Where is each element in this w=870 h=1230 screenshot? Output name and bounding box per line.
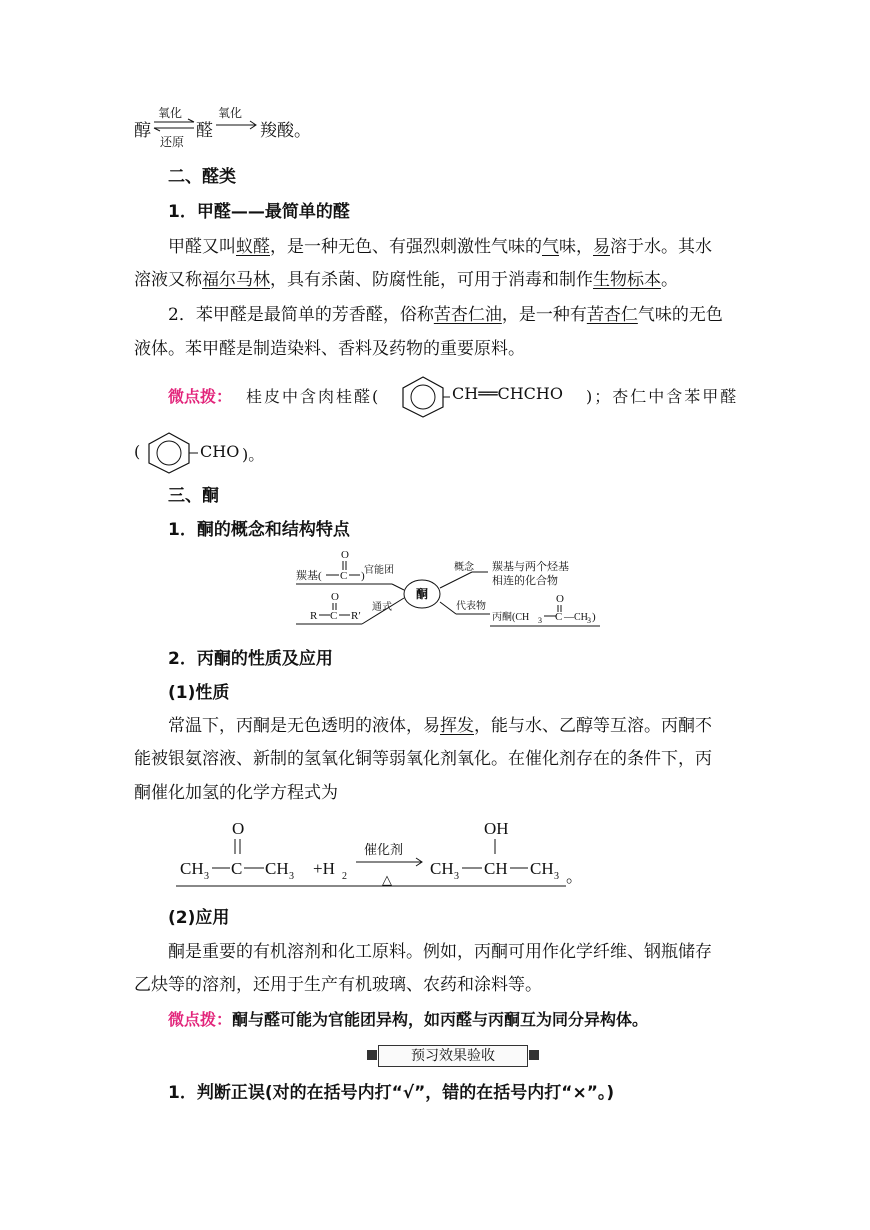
question-1: 1．判断正误(对的在括号内打“√”，错的在括号内打“×”。) bbox=[168, 1083, 615, 1103]
svg-text:CH: CH bbox=[530, 859, 554, 878]
paragraph-applications-line2: 乙炔等的溶剂，还用于生产有机玻璃、农药和涂料等。 bbox=[134, 975, 542, 995]
svg-text:3: 3 bbox=[454, 871, 459, 882]
svg-text:O: O bbox=[331, 591, 339, 603]
preview-check-banner: 预习效果验收 bbox=[378, 1045, 528, 1067]
svg-text:R: R bbox=[310, 610, 318, 622]
svg-text:CH: CH bbox=[484, 859, 508, 878]
svg-text:O: O bbox=[232, 819, 245, 838]
subheading-applications: (2)应用 bbox=[168, 908, 230, 928]
ketone-concept-diagram bbox=[292, 546, 608, 638]
svg-text:概念: 概念 bbox=[454, 562, 474, 573]
paragraph-acetone-line3: 酮催化加氢的化学方程式为 bbox=[134, 783, 338, 803]
paragraph-acetone-line1: 常温下，丙酮是无色透明的液体，易挥发，能与水、乙醇等互溶。丙酮不 bbox=[168, 716, 712, 736]
svg-text:3: 3 bbox=[538, 616, 542, 625]
paragraph-applications-line1: 酮是重要的有机溶剂和化工原料。例如，丙酮可用作化学纤维、钢瓶储存 bbox=[168, 942, 712, 962]
benzaldehyde-structure: ( CHO )。 bbox=[134, 428, 294, 474]
svg-text:C: C bbox=[555, 611, 563, 623]
paragraph-formaldehyde-line1: 甲醛又叫蚁醛，是一种无色、有强烈刺激性气味的气味，易溶于水。其水 bbox=[168, 237, 712, 257]
oxidation-reduction-scheme bbox=[134, 100, 334, 150]
svg-text:3: 3 bbox=[289, 871, 294, 882]
ketone-center-label: 酮 bbox=[416, 587, 429, 601]
paragraph-benzaldehyde-line2: 液体。苯甲醛是制造染料、香料及药物的重要原料。 bbox=[134, 339, 525, 359]
svg-text:): ) bbox=[361, 570, 365, 582]
benzene-ring-icon bbox=[142, 430, 198, 474]
paragraph-benzaldehyde-line1: 2．苯甲醛是最简单的芳香醛，俗称苦杏仁油，是一种有苦杏仁气味的无色 bbox=[168, 305, 723, 325]
svg-text:羰基与两个烃基: 羰基与两个烃基 bbox=[492, 561, 569, 573]
svg-text:O: O bbox=[341, 549, 349, 561]
svg-text:催化剂: 催化剂 bbox=[364, 842, 404, 857]
paragraph-formaldehyde-line2: 溶液又称福尔马林，具有杀菌、防腐性能，可用于消毒和制作生物标本。 bbox=[134, 270, 678, 290]
svg-text:通式: 通式 bbox=[372, 602, 392, 613]
svg-text:相连的化合物: 相连的化合物 bbox=[492, 575, 558, 587]
svg-text:△: △ bbox=[382, 872, 392, 887]
tip-isomer: 微点拨：酮与醛可能为官能团异构，如丙醛与丙酮互为同分异构体。 bbox=[168, 1010, 649, 1029]
svg-text:3: 3 bbox=[587, 616, 591, 625]
svg-text:3: 3 bbox=[554, 871, 559, 882]
svg-text:2: 2 bbox=[342, 871, 347, 882]
tip-label: 微点拨： bbox=[168, 387, 233, 406]
reversible-arrow-icon bbox=[152, 118, 196, 132]
benzene-ring-icon bbox=[396, 374, 450, 418]
section-heading-ketones: 三、酮 bbox=[168, 486, 219, 506]
alcohol-label: 醇 bbox=[134, 121, 151, 141]
svg-text:代表物: 代表物 bbox=[456, 601, 486, 612]
oxidation-label-2: 氧化 bbox=[218, 106, 243, 120]
section-heading-aldehydes: 二、醛类 bbox=[168, 167, 236, 187]
svg-text:): ) bbox=[592, 611, 596, 623]
svg-text:O: O bbox=[556, 593, 564, 605]
item-acetone-title: 2．丙酮的性质及应用 bbox=[168, 649, 333, 669]
svg-text:CH: CH bbox=[180, 859, 204, 878]
svg-text:CH: CH bbox=[265, 859, 289, 878]
svg-text:—CH: —CH bbox=[564, 612, 588, 623]
cinnamaldehyde-group: CH══CHCHO bbox=[452, 384, 563, 403]
svg-text:OH: OH bbox=[484, 819, 509, 838]
svg-text:R′: R′ bbox=[351, 610, 361, 622]
subheading-properties: (1)性质 bbox=[168, 683, 230, 703]
reduction-label: 还原 bbox=[160, 135, 185, 149]
svg-text:+H: +H bbox=[313, 859, 335, 878]
aldehyde-label: 醛 bbox=[196, 121, 213, 141]
item-ketone-concept-title: 1．酮的概念和结构特点 bbox=[168, 520, 350, 540]
svg-text:丙酮(CH: 丙酮(CH bbox=[492, 612, 530, 623]
svg-text:官能团: 官能团 bbox=[364, 565, 394, 576]
svg-text:CH: CH bbox=[430, 859, 454, 878]
svg-text:3: 3 bbox=[204, 871, 209, 882]
item-formaldehyde-title: 1．甲醛——最简单的醛 bbox=[168, 202, 350, 222]
aldehyde-group: CHO bbox=[200, 442, 240, 461]
svg-text:C: C bbox=[330, 610, 338, 622]
carboxylic-acid-label: 羧酸。 bbox=[260, 121, 311, 141]
carbonyl-label: 羰基( bbox=[296, 570, 322, 582]
svg-text:C: C bbox=[340, 570, 348, 582]
svg-text:C: C bbox=[231, 859, 243, 878]
tip-cinnamaldehyde: 微点拨： 桂皮中含肉桂醛( CH══CHCHO )；杏仁中含苯甲醛 bbox=[168, 372, 748, 418]
svg-text:。: 。 bbox=[566, 867, 583, 886]
paragraph-acetone-line2: 能被银氨溶液、新制的氢氧化铜等弱氧化剂氧化。在催化剂存在的条件下，丙 bbox=[134, 749, 712, 769]
oxidation-label: 氧化 bbox=[158, 106, 183, 120]
tip-label: 微点拨： bbox=[168, 1010, 233, 1029]
hydrogenation-equation bbox=[176, 812, 596, 892]
arrow-icon bbox=[214, 120, 258, 130]
